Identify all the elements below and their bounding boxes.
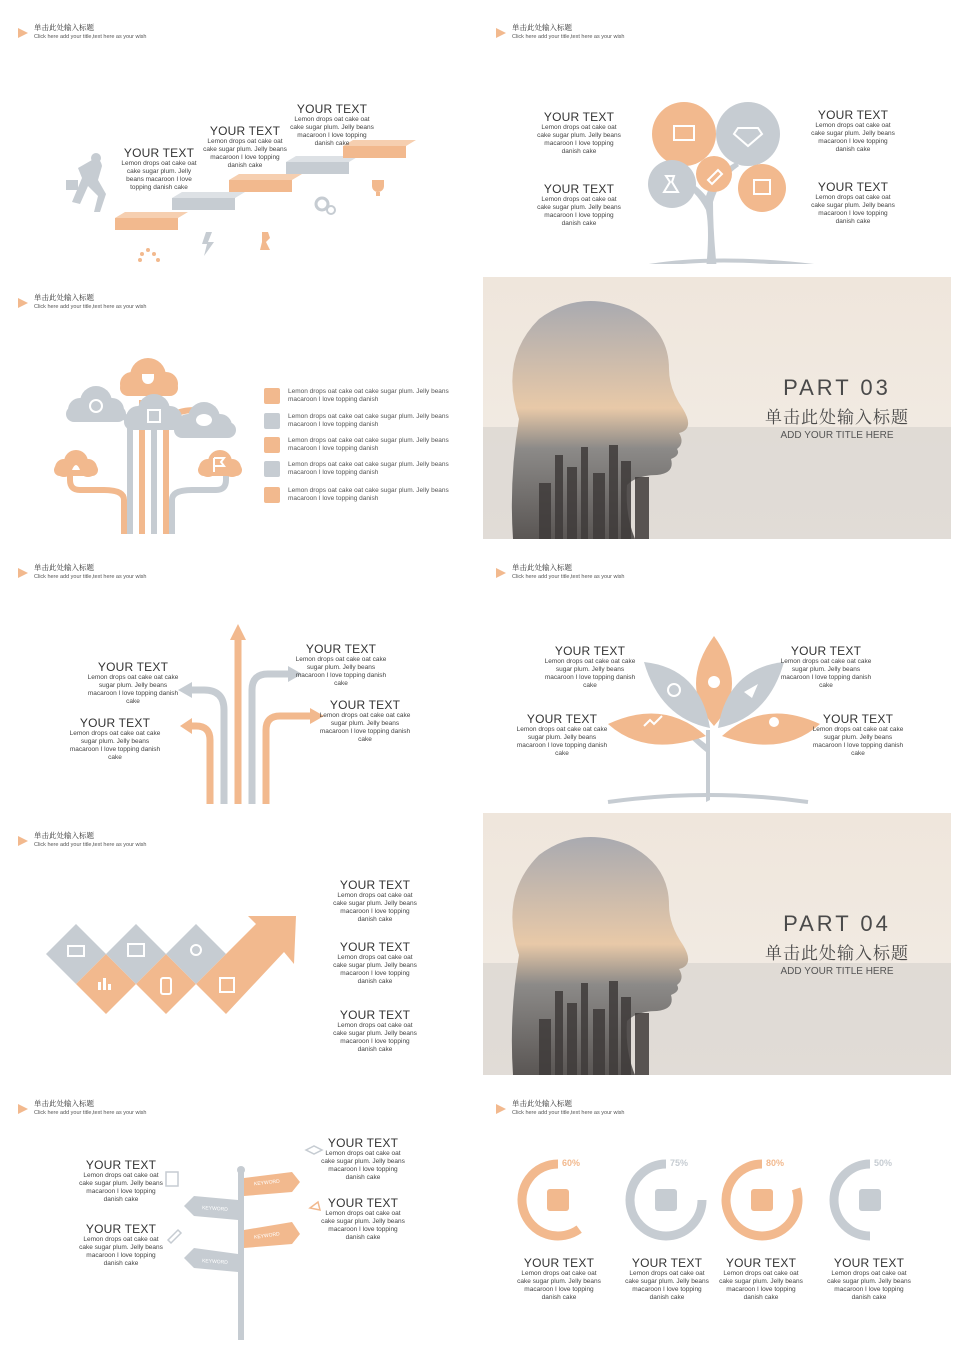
part-number: PART 03 xyxy=(783,375,891,400)
text-heading: YOUR TEXT xyxy=(631,1256,703,1270)
keyword-label-4: KEYWORD xyxy=(201,1258,229,1266)
progress-percent: 60% xyxy=(562,1158,581,1168)
text-heading: YOUR TEXT xyxy=(554,644,626,658)
text-heading: YOUR TEXT xyxy=(543,182,615,196)
slide-part-04 xyxy=(483,813,951,1075)
text-body: Lemon drops oat cake oat cake sugar plum. Jelly beans macaroon I love topping danish cake xyxy=(87,674,179,705)
text-body: Lemon drops oat cake oat cake sugar plum. Jelly beans macaroon I love topping danish cake xyxy=(69,730,161,761)
text-block-2 xyxy=(622,1256,712,1302)
text-heading: YOUR TEXT xyxy=(296,102,368,116)
header-subtitle: Click here add your title,text here as your wish xyxy=(34,842,147,848)
header-title: 单击此处输入标题 xyxy=(34,563,94,572)
text-block-2 xyxy=(200,124,290,170)
text-body: Lemon drops oat cake oat cake sugar plum. Jelly beans macaroon I love topping danish cake xyxy=(516,726,608,757)
text-block-2 xyxy=(330,940,420,986)
header-subtitle: Click here add your title,text here as your wish xyxy=(34,304,147,310)
header-title: 单击此处输入标题 xyxy=(34,23,94,32)
text-heading: YOUR TEXT xyxy=(790,644,862,658)
text-body: Lemon drops oat cake oat cake sugar plum. Jelly beans macaroon I love topping danish cake xyxy=(719,1270,803,1301)
text-body: Lemon drops oat cake oat cake sugar plum. Jelly beans macaroon I love topping danish cake xyxy=(780,658,872,689)
list-text: Lemon drops oat cake oat cake sugar plum. Jelly beans macaroon I love topping danish xyxy=(288,413,449,428)
text-heading: YOUR TEXT xyxy=(817,108,889,122)
header-subtitle: Click here add your title,text here as your wish xyxy=(34,34,147,40)
twitter-icon xyxy=(655,1189,677,1211)
part-subtitle: ADD YOUR TITLE HERE xyxy=(780,966,894,977)
slide-part-03 xyxy=(483,277,951,539)
alarm-icon xyxy=(264,487,280,503)
news-icon xyxy=(166,1172,178,1186)
header-title: 单击此处输入标题 xyxy=(34,293,94,302)
text-block-1 xyxy=(534,110,624,156)
part-subtitle: ADD YOUR TITLE HERE xyxy=(780,430,894,441)
header-subtitle: Click here add your title,text here as your wish xyxy=(34,1110,147,1116)
text-body: Lemon drops oat cake oat cake sugar plum. Jelly beans macaroon I love topping danish cake xyxy=(625,1270,709,1301)
header-subtitle: Click here add your title,text here as your wish xyxy=(512,1110,625,1116)
text-heading: YOUR TEXT xyxy=(209,124,281,138)
list-text: Lemon drops oat cake oat cake sugar plum. Jelly beans macaroon I love topping danish xyxy=(288,461,449,476)
text-body: Lemon drops oat cake oat cake sugar plum. Jelly beans macaroon I love topping danish cake xyxy=(537,124,621,155)
text-body: Lemon drops oat cake oat cake sugar plum. Jelly beans macaroon I love topping danish cake xyxy=(121,160,197,191)
chat-icon xyxy=(196,414,212,426)
text-block-3 xyxy=(318,1136,408,1182)
google-plus-icon xyxy=(751,1189,773,1211)
text-body: Lemon drops oat cake oat cake sugar plum. Jelly beans macaroon I love topping danish cake xyxy=(321,1150,405,1181)
progress-percent: 75% xyxy=(670,1158,689,1168)
text-block-3 xyxy=(778,644,874,690)
youtube-icon xyxy=(859,1189,881,1211)
text-heading: YOUR TEXT xyxy=(526,712,598,726)
cloud-bottom-right xyxy=(198,450,242,477)
text-block-1 xyxy=(118,146,200,192)
pencil-icon xyxy=(168,1230,181,1243)
text-heading: YOUR TEXT xyxy=(543,110,615,124)
header-title: 单击此处输入标题 xyxy=(34,831,94,840)
cloud-center xyxy=(124,394,184,430)
part-number: PART 04 xyxy=(783,911,891,936)
text-heading: YOUR TEXT xyxy=(329,698,401,712)
header-title: 单击此处输入标题 xyxy=(512,23,572,32)
text-block-4 xyxy=(810,712,906,758)
text-block-2 xyxy=(514,712,610,758)
text-body: Lemon drops oat cake oat cake sugar plum. Jelly beans macaroon I love topping danish cake xyxy=(333,1022,417,1053)
list-text: Lemon drops oat cake oat cake sugar plum. Jelly beans macaroon I love topping danish xyxy=(288,487,449,502)
text-block-1 xyxy=(76,1158,166,1204)
text-heading: YOUR TEXT xyxy=(305,642,377,656)
slide-tree-circles xyxy=(478,0,950,264)
keyword-label-2: KEYWORD xyxy=(201,1205,229,1213)
text-body: Lemon drops oat cake oat cake sugar plum. Jelly beans macaroon I love topping danish cake xyxy=(544,658,636,689)
slide-cloud-list xyxy=(0,270,472,534)
tag-icon xyxy=(264,437,280,453)
text-block-3 xyxy=(294,642,388,688)
users-icon xyxy=(769,717,779,727)
text-block-3 xyxy=(288,102,376,148)
text-body: Lemon drops oat cake oat cake sugar plum. Jelly beans macaroon I love topping danish cake xyxy=(537,196,621,227)
text-body: Lemon drops oat cake oat cake sugar plum. Jelly beans macaroon I love topping danish cake xyxy=(321,1210,405,1241)
text-body: Lemon drops oat cake oat cake sugar plum. Jelly beans macaroon I love topping danish cake xyxy=(517,1270,601,1301)
part-title: 单击此处输入标题 xyxy=(765,944,909,963)
text-body: Lemon drops oat cake oat cake sugar plum. Jelly beans macaroon I love topping danish cake xyxy=(811,122,895,153)
keyword-label-3: KEYWORD xyxy=(253,1231,281,1241)
text-body: Lemon drops oat cake oat cake sugar plum. Jelly beans macaroon I love topping danish cake xyxy=(319,712,411,743)
text-block-3 xyxy=(330,1008,420,1054)
clock-icon xyxy=(264,461,280,477)
text-block-2 xyxy=(68,716,162,762)
text-block-3 xyxy=(716,1256,806,1302)
header-subtitle: Click here add your title,text here as your wish xyxy=(512,574,625,580)
arrows-graphic xyxy=(0,540,472,804)
text-body: Lemon drops oat cake oat cake sugar plum. Jelly beans macaroon I love topping danish cake xyxy=(811,194,895,225)
list-text: Lemon drops oat cake oat cake sugar plum. Jelly beans macaroon I love topping danish xyxy=(288,437,449,452)
cloud-bottom-left xyxy=(54,450,98,477)
part-title-block xyxy=(765,375,909,441)
text-block-4 xyxy=(824,1256,914,1302)
header-subtitle: Click here add your title,text here as your wish xyxy=(34,574,147,580)
text-block-4 xyxy=(318,698,412,744)
slide-progress-rings xyxy=(478,1076,950,1340)
text-body: Lemon drops oat cake oat cake sugar plum. Jelly beans macaroon I love topping danish cake xyxy=(333,892,417,923)
text-body: Lemon drops oat cake oat cake sugar plum. Jelly beans macaroon I love topping danish cake xyxy=(79,1172,163,1203)
text-block-1 xyxy=(514,1256,604,1302)
text-block-2 xyxy=(534,182,624,228)
text-body: Lemon drops oat cake oat cake sugar plum. Jelly beans macaroon I love topping danish cake xyxy=(812,726,904,757)
header-title: 单击此处输入标题 xyxy=(512,563,572,572)
slide-stairs xyxy=(0,0,472,264)
text-block-2 xyxy=(76,1222,166,1268)
text-block-1 xyxy=(542,644,638,690)
text-block-1 xyxy=(86,660,180,706)
text-heading: YOUR TEXT xyxy=(339,1008,411,1022)
text-block-1 xyxy=(330,878,420,924)
progress-percent: 80% xyxy=(766,1158,785,1168)
phone-icon xyxy=(264,388,280,404)
text-body: Lemon drops oat cake oat cake sugar plum. Jelly beans macaroon I love topping danish cake xyxy=(290,116,374,147)
progress-percent: 50% xyxy=(874,1158,893,1168)
text-heading: YOUR TEXT xyxy=(523,1256,595,1270)
text-heading: YOUR TEXT xyxy=(822,712,894,726)
globe-icon xyxy=(708,676,720,688)
text-heading: YOUR TEXT xyxy=(833,1256,905,1270)
text-block-4 xyxy=(318,1196,408,1242)
text-body: Lemon drops oat cake oat cake sugar plum. Jelly beans macaroon I love topping danish cake xyxy=(79,1236,163,1267)
text-heading: YOUR TEXT xyxy=(339,878,411,892)
text-body: Lemon drops oat cake oat cake sugar plum. Jelly beans macaroon I love topping danish cake xyxy=(333,954,417,985)
list-text: Lemon drops oat cake oat cake sugar plum. Jelly beans macaroon I love topping danish xyxy=(288,388,449,403)
slide-arrows xyxy=(0,540,472,804)
part-title-block xyxy=(765,911,909,977)
text-heading: YOUR TEXT xyxy=(97,660,169,674)
slide-signpost xyxy=(0,1076,472,1340)
keyword-label-1: KEYWORD xyxy=(253,1178,281,1188)
text-heading: YOUR TEXT xyxy=(85,1158,157,1172)
header-subtitle: Click here add your title,text here as your wish xyxy=(512,34,625,40)
text-block-3 xyxy=(808,108,898,154)
text-heading: YOUR TEXT xyxy=(123,146,195,160)
text-block-4 xyxy=(808,180,898,226)
text-heading: YOUR TEXT xyxy=(327,1136,399,1150)
calendar-icon xyxy=(264,413,280,429)
text-body: Lemon drops oat cake oat cake sugar plum. Jelly beans macaroon I love topping danish cake xyxy=(827,1270,911,1301)
cloud-left xyxy=(66,386,126,422)
text-heading: YOUR TEXT xyxy=(725,1256,797,1270)
header-title: 单击此处输入标题 xyxy=(512,1099,572,1108)
text-heading: YOUR TEXT xyxy=(327,1196,399,1210)
text-heading: YOUR TEXT xyxy=(339,940,411,954)
text-heading: YOUR TEXT xyxy=(85,1222,157,1236)
slide-leaves xyxy=(478,540,950,804)
text-body: Lemon drops oat cake oat cake sugar plum. Jelly beans macaroon I love topping danish cake xyxy=(295,656,387,687)
part-title: 单击此处输入标题 xyxy=(765,408,909,427)
facebook-icon xyxy=(547,1189,569,1211)
header-title: 单击此处输入标题 xyxy=(34,1099,94,1108)
text-body: Lemon drops oat cake oat cake sugar plum. Jelly beans macaroon I love topping danish cake xyxy=(203,138,287,169)
text-heading: YOUR TEXT xyxy=(817,180,889,194)
text-heading: YOUR TEXT xyxy=(79,716,151,730)
slide-puzzle-arrow xyxy=(0,808,472,1072)
